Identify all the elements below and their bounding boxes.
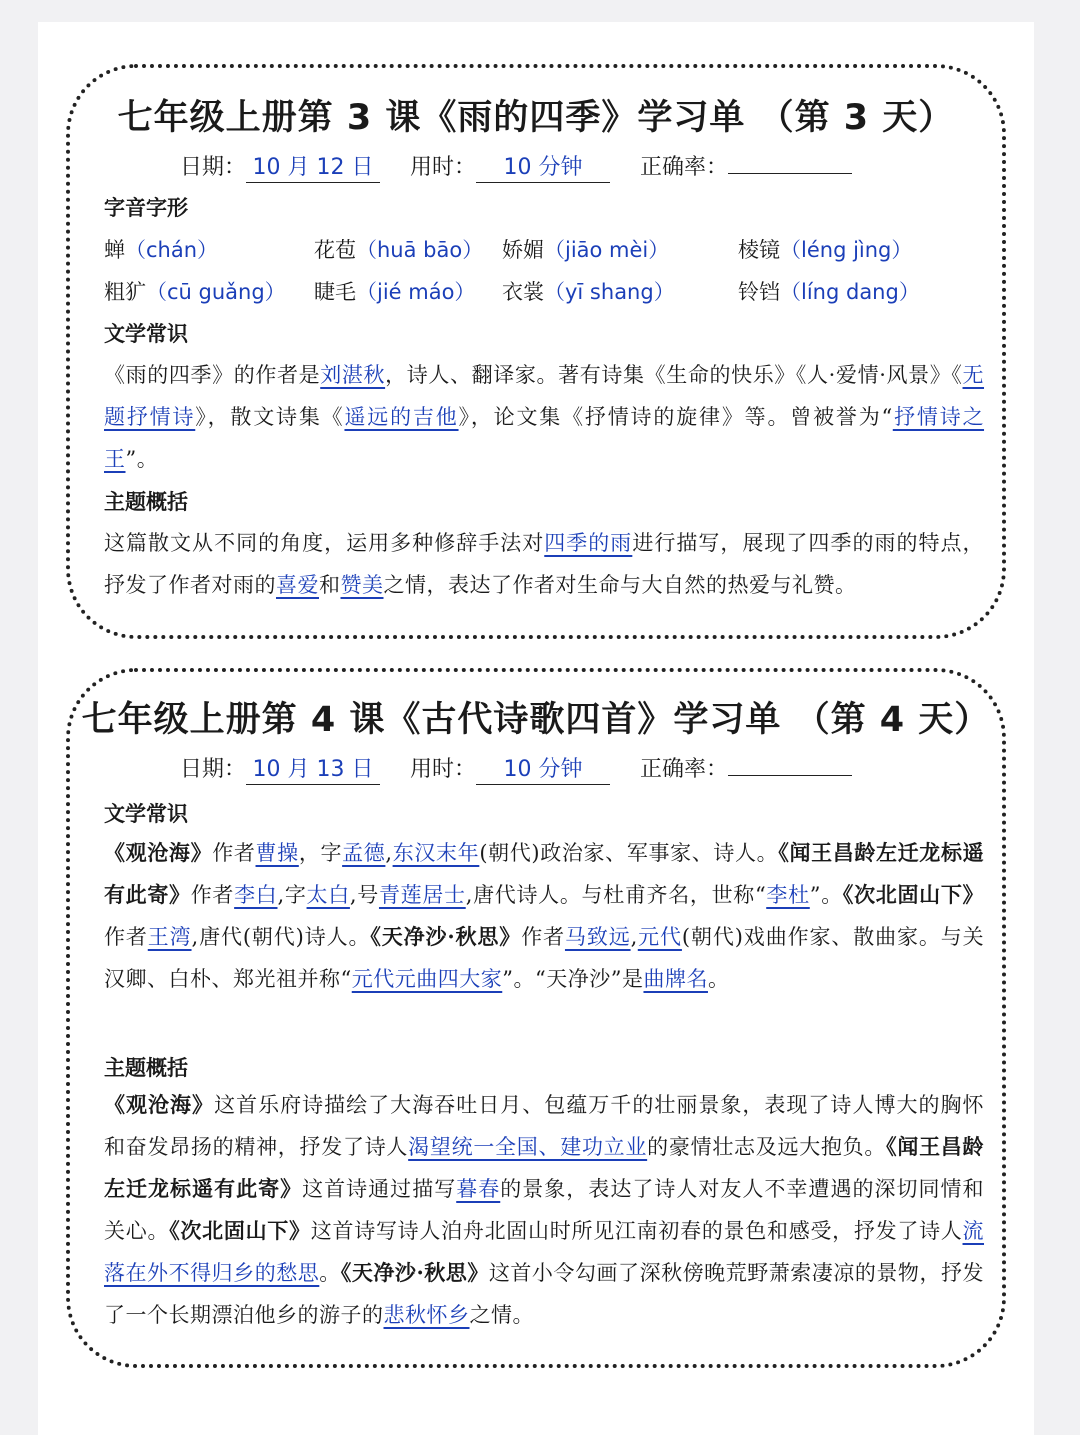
date-value: 10 月 13 日 [246,756,380,785]
lesson-3-meta [180,150,882,183]
date-label: 日期： [180,757,247,782]
time-value: 10 分钟 [476,154,610,183]
lesson-4-meta [180,752,882,785]
lesson-3-title: 七年级上册第 3 课《雨的四季》学习单 （第 3 天） [117,98,955,138]
word-item: 铃铛（líng dang） [738,280,920,304]
accuracy-value [728,173,852,174]
lesson-3-card [66,64,1006,639]
word-item: 睫毛（jié máo） [314,280,476,304]
word-item: 蝉（chán） [104,238,219,262]
date-value: 10 月 12 日 [246,154,380,183]
time-label: 用时： [410,757,477,782]
section-theme: 主题概括 [104,490,188,514]
word-item: 娇媚（jiāo mèi） [502,238,670,262]
lesson-4-card [66,668,1006,1368]
lesson-4-title: 七年级上册第 4 课《古代诗歌四首》学习单 （第 4 天） [81,700,991,740]
time-value: 10 分钟 [476,756,610,785]
theme-paragraph: 这篇散文从不同的角度，运用多种修辞手法对四季的雨进行描写，展现了四季的雨的特点，抒发了作者对雨的喜爱和赞美之情，表达了作者对生命与大自然的热爱与礼赞。 [104,531,985,597]
section-theme: 主题概括 [104,1056,188,1080]
literature-paragraph: 《雨的四季》的作者是刘湛秋，诗人、翻译家。著有诗集《生命的快乐》《人·爱情·风景》《无题抒情诗》，散文诗集《遥远的吉他》，论文集《抒情诗的旋律》等。曾被誉为“抒情诗之王”。 [104,363,985,471]
word-item: 棱镜（léng jìng） [738,238,913,262]
accuracy-label: 正确率： [640,757,729,782]
time-label: 用时： [410,155,477,180]
date-label: 日期： [180,155,247,180]
word-item: 粗犷（cū guǎng） [104,280,286,304]
theme-paragraph: 《观沧海》这首乐府诗描绘了大海吞吐日月、包蕴万千的壮丽景象，表现了诗人博大的胸怀和奋发昂扬的精神，抒发了诗人渴望统一全国、建功立业的豪情壮志及远大抱负。《闻王昌龄左迁龙标遥有此寄》这首诗通过描写暮春的景象，表达了诗人对友人不幸遭遇的深切同情和关心。《次北固山下》这首诗写诗人泊舟北固山时所见江南初春的景色和感受，抒发了诗人流落在外不得归乡的愁思。《天净沙·秋思》这首小令勾画了深秋傍晚荒野萧索凄凉的景物，抒发了一个长期漂泊他乡的游子的悲秋怀乡之情。 [104,1092,985,1327]
accuracy-label: 正确率： [640,155,729,180]
section-pronunciation: 字音字形 [104,196,188,220]
word-item: 衣裳（yī shang） [502,280,675,304]
word-item: 花苞（huā bāo） [314,238,484,262]
literature-paragraph: 《观沧海》作者曹操，字孟德,东汉末年(朝代)政治家、军事家、诗人。《闻王昌龄左迁龙标遥有此寄》作者李白,字太白,号青莲居士,唐代诗人。与杜甫齐名，世称“李杜”。《次北固山下》作者王湾,唐代(朝代)诗人。《天净沙·秋思》作者马致远,元代(朝代)戏曲作家、散曲家。与关汉卿、白朴、郑光祖并称“元代元曲四大家”。“天净沙”是曲牌名。 [104,840,985,991]
accuracy-value [728,775,852,776]
section-literature: 文学常识 [104,322,188,346]
section-literature: 文学常识 [104,802,188,826]
